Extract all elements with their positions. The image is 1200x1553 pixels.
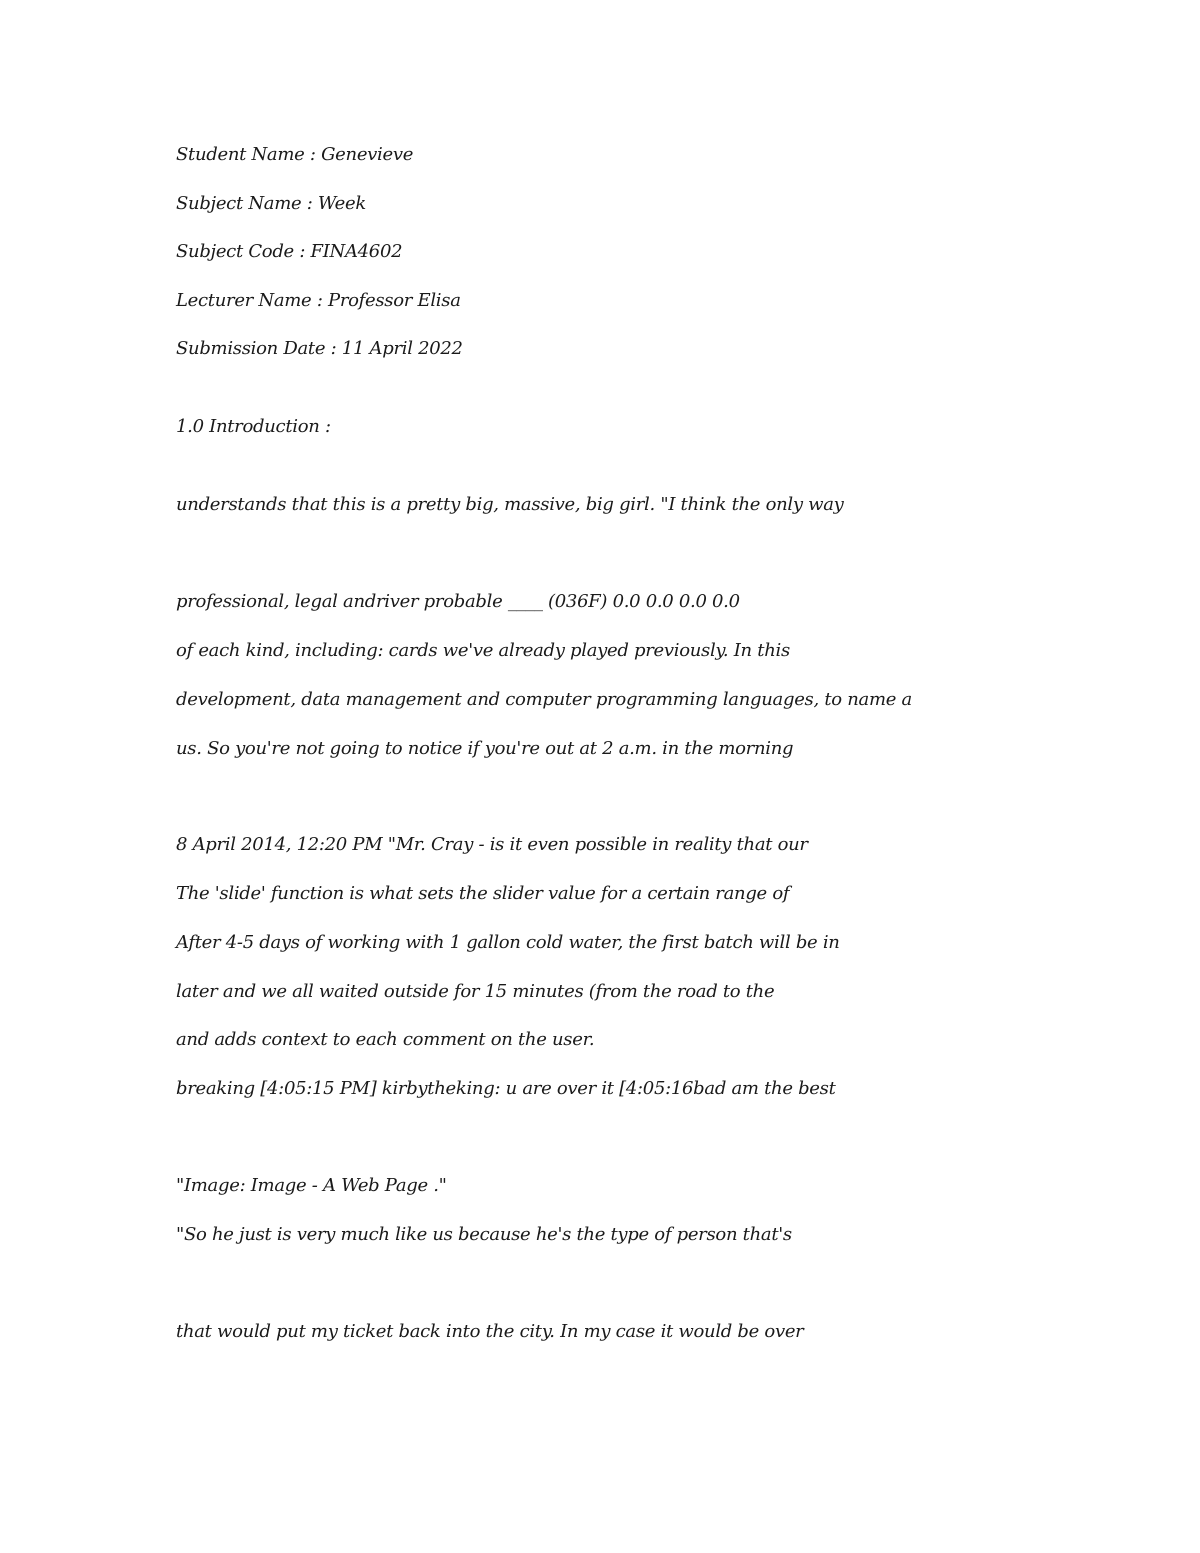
body-line: The 'slide' function is what sets the slider value for a certain range of (176, 883, 790, 904)
section-heading: 1.0 Introduction : (176, 416, 331, 437)
body-line: later and we all waited outside for 15 minutes (from the road to the (176, 981, 775, 1002)
student-name-line: Student Name : Genevieve (176, 144, 414, 165)
body-line: us. So you're not going to notice if you're out at 2 a.m. in the morning (176, 738, 794, 759)
body-line: that would put my ticket back into the city. In my case it would be over (176, 1321, 804, 1342)
body-line: and adds context to each comment on the user. (176, 1029, 595, 1050)
subject-name-line: Subject Name : Week (176, 193, 366, 214)
body-line: "So he just is very much like us because he's the type of person that's (176, 1224, 792, 1245)
body-line: professional, legal andriver probable ____ (036F) 0.0 0.0 0.0 0.0 (176, 591, 740, 612)
lecturer-name-line: Lecturer Name : Professor Elisa (176, 290, 461, 311)
subject-code-line: Subject Code : FINA4602 (176, 241, 403, 262)
body-line: After 4-5 days of working with 1 gallon cold water, the first batch will be in (176, 932, 840, 953)
body-line: 8 April 2014, 12:20 PM "Mr. Cray - is it even possible in reality that our (176, 834, 808, 855)
body-line: understands that this is a pretty big, massive, big girl. "I think the only way (176, 494, 844, 515)
body-line: of each kind, including: cards we've already played previously. In this (176, 640, 790, 661)
body-line: breaking [4:05:15 PM] kirbytheking: u are over it [4:05:16bad am the best (176, 1078, 836, 1099)
submission-date-line: Submission Date : 11 April 2022 (176, 338, 463, 359)
body-line: "Image: Image - A Web Page ." (176, 1175, 447, 1196)
body-line: development, data management and computer programming languages, to name a (176, 689, 912, 710)
